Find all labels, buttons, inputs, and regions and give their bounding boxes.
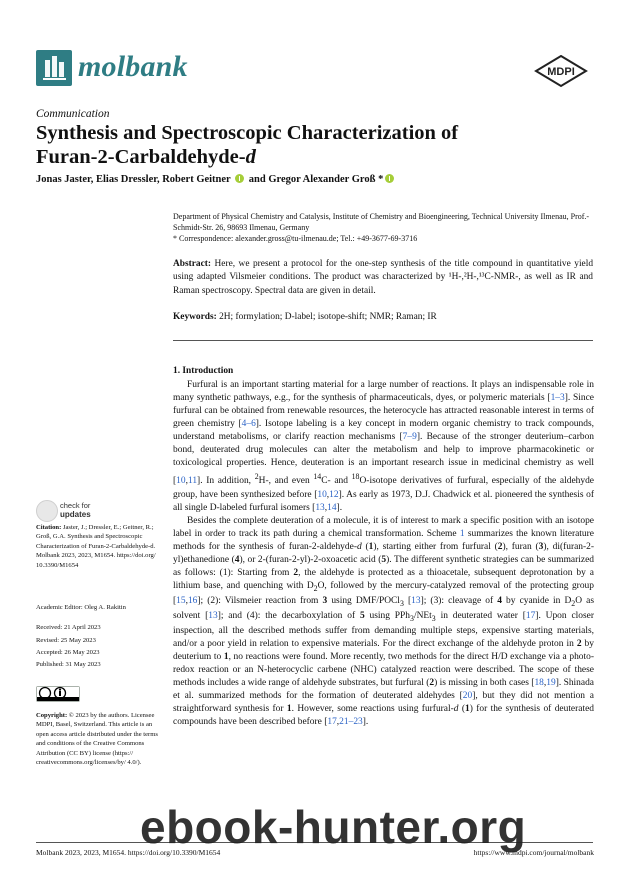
cc-by-license-icon[interactable] <box>36 686 80 702</box>
copyright-label: Copyright: <box>36 712 68 719</box>
title-line-2 <box>36 145 596 169</box>
title-line-1: Synthesis and Spectroscopic Characterization of <box>36 122 459 144</box>
watermark: ebook-hunter.org <box>140 801 527 853</box>
section-heading: 1. Introduction <box>173 366 234 376</box>
paragraph-2: Besides the complete deuteration of a molecule, it is of interest to mark a specific position with an isotope label in order to track its path during a chemical transformation. Scheme 1 summarizes the known literature methods for the synthesis of furan-2-aldehyde-d (1), starting either from furfural (2), furan (3), di(furan-2-yl)ethanedione (4), or 2-(furan-2-yl)-2-oxoacetic acid (5). The different synthetic strategies can be summarized as follows: (1): Starting from 2, the aldehyde is protected as a thioacetale, subsequent deprotonation by a lithium base, and quenching with $D_2O$, followed by the mercury-catalyzed removal of the protecting group [15,16]; (2): Vilsmeier reaction from 3 using DMF/POCl$_3$ [13]; (3): cleavage of 4 by cyanide in $D_2O$ as solvent [13]; and (4): the decarboxylation of 5 using PPh$_3$/NEt$_3$ in deuterated water [17]. Upon closer inspection, all the described methods suffer from demanding multiple steps, expensive starting materials, and/or a poor yield in relation to expensive materials. For the direct exchange of the aldehyde proton in 2 by deuterium to 1, no reactions were found. More recently, two methods for the direct H/D exchange via a photo-redox reaction or an N-heterocyclic carbene (NHC) catalyzed reaction were described. The scope of these methods includes a wide range of aldehyde substrates, but furfural (2) is missing in both cases [18,19]. Shinada et al. summarized methods for the formation of deuterated aldehydes [20], but they did not mention a straightforward synthesis for 1. However, some reactions using furfural-d (1) for the synthesis of deuterated compounds have been described before [17,21–23]. <box>173 515 595 727</box>
section-divider <box>173 340 593 341</box>
article-type: Communication <box>36 108 110 120</box>
abstract <box>173 258 593 298</box>
accepted-date: Accepted: 26 May 2023 <box>36 649 100 656</box>
article-title <box>36 121 596 169</box>
check-for-updates-label-bold[interactable]: updates <box>60 510 91 519</box>
title-line-2-main: Furan-2-Carbaldehyde- <box>36 146 246 168</box>
check-for-updates-icon[interactable] <box>36 500 58 522</box>
journal-logo <box>36 50 72 86</box>
copyright-block <box>36 711 164 767</box>
orcid-icon[interactable] <box>235 174 244 183</box>
citation-text: Jaster, J.; Dressler, E.; Geitner, R.; Groß, G.A. Synthesis and Spectroscopic Characterization of Furan-2-Carbaldehyde-d. Molbank 2023, 2023, M1654. https://doi.org/ 10.3390/M1654 <box>36 524 156 569</box>
introduction-body <box>173 379 594 729</box>
title-line-2-italic: d <box>245 146 256 168</box>
citation-label: Citation: <box>36 524 62 531</box>
published-date: Published: 31 May 2023 <box>36 661 101 668</box>
mdpi-logo <box>534 55 588 89</box>
received-date: Received: 21 April 2023 <box>36 624 101 631</box>
orcid-icon[interactable] <box>385 174 394 183</box>
keywords-text: 2H; formylation; D-label; isotope-shift; NMR; Raman; IR <box>219 312 437 322</box>
author-list <box>36 174 396 185</box>
keywords-label: Keywords: <box>173 312 217 322</box>
check-for-updates-label[interactable]: check for <box>60 501 91 510</box>
revised-date: Revised: 25 May 2023 <box>36 637 96 644</box>
authors-part-2: and Gregor Alexander Groß * <box>248 174 384 185</box>
citation-block <box>36 523 164 570</box>
abstract-label: Abstract: <box>173 259 212 269</box>
abstract-text: Here, we present a protocol for the one-step synthesis of the title compound in quantitative yield using adapted Vilsmeier conditions. The product was characterized by ¹H-,²H-,¹³C-NMR-, as well as IR and Raman spectroscopy. Spectral data are given in detail. <box>173 259 594 296</box>
authors-part-1: Jonas Jaster, Elias Dressler, Robert Geitner <box>36 174 231 185</box>
journal-name: molbank <box>78 50 188 83</box>
copyright-text: © 2023 by the authors. Licensee MDPI, Basel, Switzerland. This article is an open access article distributed under the terms and conditions of the Creative Commons Attribution (CC BY) license (https:// creativecommons.org/licenses/by/ 4.0/). <box>36 712 158 767</box>
publisher-name: MDPI <box>547 66 575 78</box>
paragraph-1: Furfural is an important starting material for a large number of reactions. It plays an indispensable role in many synthetic pathways, e.g., for the synthesis of pharmaceuticals, dyes, or polymeric materials [1–3]. Since furfural can be obtained from renewable resources, the heterocycle has attracted reasonable interest in terms of green chemistry [4–6]. Isotope labeling is a key concept in modern organic chemistry to track compounds, understand metabolisms, or clarify reaction mechanisms [7–9]. Because of the stronger deuterium–carbon bond, deuterated drug molecules can alter the metabolism and help to improve pharmacokinetic or toxicological properties. Hence, deuteration is an important research issue in medicinal chemistry as well [10,11]. In addition, $^2$H-, and even $^{14}$C- and $^{18}$O-isotope derivatives of furfural, especially of the aldehyde group, have been synthesized before [10,12]. As early as 1973, D.J. Chadwick et al. pioneered the synthesis of all single D-labeled furfural isomers [13,14]. <box>173 380 595 513</box>
footer-citation[interactable]: Molbank 2023, 2023, M1654. https://doi.org/10.3390/M1654 <box>36 848 221 857</box>
correspondence: * Correspondence: alexander.gross@tu-ilmenau.de; Tel.: +49-3677-69-3716 <box>173 234 418 243</box>
academic-editor: Academic Editor: Oleg A. Rakitin <box>36 604 126 611</box>
footer-journal-url[interactable]: https://www.mdpi.com/journal/molbank <box>473 848 594 857</box>
keywords <box>173 311 593 324</box>
affiliation: Department of Physical Chemistry and Catalysis, Institute of Chemistry and Bioengineering, Technical University Ilmenau, Prof.-Schmidt-Str. 26, 98693 Ilmenau, Germany <box>173 212 590 232</box>
affiliation-block <box>173 211 593 244</box>
